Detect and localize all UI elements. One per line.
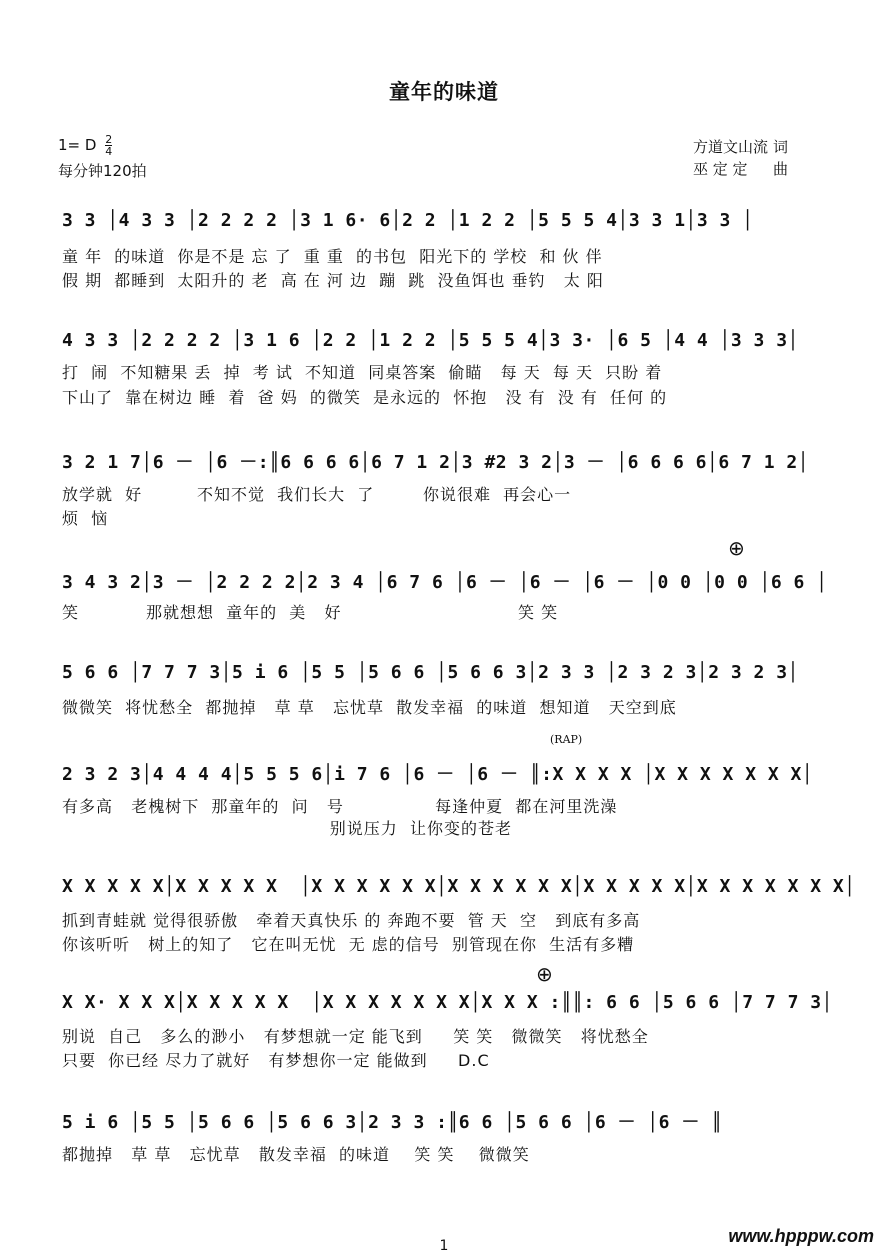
notation-row: 3 2 1 7│6 － │6 －:║6 6 6 6│6 7 1 2│3 #2 3 2│3 － │6 6 6 6│6 7 1 2│ [62, 452, 810, 473]
lyric-line: 微微笑 将忧愁全 都抛掉 草 草 忘忧草 散发幸福 的味道 想知道 天空到底 [62, 698, 677, 717]
notation-row: 3 3 │4 3 3 │2 2 2 2 │3 1 6· 6│2 2 │1 2 2 │5 5 5 4│3 3 1│3 3 │ [62, 210, 754, 231]
notation-row: 2 3 2 3│4 4 4 4│5 5 5 6│i 7 6 │6 － │6 － ║:X X X X │X X X X X X X│ [62, 764, 814, 785]
lyric-line: 有多高 老槐树下 那童年的 问 号 每逢仲夏 都在河里洗澡 [62, 797, 618, 816]
credits [693, 136, 788, 180]
watermark-url: www.hpppw.com [728, 1226, 874, 1246]
lyric-line: 童 年 的味道 你是不是 忘 了 重 重 的书包 阳光下的 学校 和 伙 伴 [62, 247, 603, 266]
lyric-line: 都抛掉 草 草 忘忧草 散发幸福 的味道 笑 笑 微微笑 [62, 1145, 530, 1164]
page-number: 1 [439, 1238, 449, 1254]
song-title: 童年的味道 [389, 80, 499, 104]
lyric-line: 只要 你已经 尽力了就好 有梦想你一定 能做到 D.C [62, 1051, 490, 1070]
key-line [58, 132, 147, 158]
time-signature [105, 134, 112, 157]
lyric-line: 打 闹 不知糖果 丢 掉 考 试 不知道 同桌答案 偷瞄 每 天 每 天 只盼 着 [62, 363, 663, 382]
lyric-line: 别说压力 让你变的苍老 [62, 819, 512, 838]
score-info [58, 132, 147, 184]
lyric-line: 假 期 都睡到 太阳升的 老 高 在 河 边 蹦 跳 没鱼饵也 垂钓 太 阳 [62, 271, 604, 290]
notation-row: 4 3 3 │2 2 2 2 │3 1 6 │2 2 │1 2 2 │5 5 5 4│3 3· │6 5 │4 4 │3 3 3│ [62, 330, 799, 351]
lyric-line: 你该听听 树上的知了 它在叫无忧 无 虑的信号 别管现在你 生活有多糟 [62, 935, 635, 954]
time-signature-denominator: 4 [105, 145, 113, 158]
lyric-line: 抓到青蛙就 觉得很骄傲 牵着天真快乐 的 奔跑不要 管 天 空 到底有多高 [62, 911, 641, 930]
lyric-line: 放学就 好 不知不觉 我们长大 了 你说很难 再会心一 [62, 485, 572, 504]
lyric-line: 下山了 靠在树边 睡 着 爸 妈 的微笑 是永远的 怀抱 没 有 没 有 任何 的 [62, 388, 668, 407]
segno-icon: ⊕ [728, 536, 745, 560]
credit-composer: 巫 定 定 曲 [692, 160, 788, 178]
notation-row: 3 4 3 2│3 － │2 2 2 2│2 3 4 │6 7 6 │6 － │6 － │6 － │0 0 │0 0 │6 6 │ [62, 572, 828, 593]
notation-row: 5 i 6 │5 5 │5 6 6 │5 6 6 3│2 3 3 :║6 6 │5 6 6 │6 － │6 － ║ [62, 1112, 723, 1133]
rap-label: (RAP) [550, 733, 583, 746]
credit-lyricist: 方道文山流 词 [692, 138, 788, 156]
time-signature-numerator: 2 [105, 133, 113, 146]
notation-row: X X X X X│X X X X X │X X X X X X│X X X X X X│X X X X X│X X X X X X X│ [62, 876, 856, 897]
notation-row: X X· X X X│X X X X X │X X X X X X X│X X X :║║: 6 6 │5 6 6 │7 7 7 3│ [62, 992, 833, 1013]
tempo: 每分钟120拍 [58, 162, 147, 180]
lyric-line: 烦 恼 [62, 509, 109, 528]
lyric-line: 笑 那就想想 童年的 美 好 笑 笑 [62, 603, 559, 622]
segno-icon: ⊕ [536, 962, 553, 986]
key-signature: 1= D [58, 136, 97, 154]
notation-row: 5 6 6 │7 7 7 3│5 i 6 │5 5 │5 6 6 │5 6 6 3│2 3 3 │2 3 2 3│2 3 2 3│ [62, 662, 799, 683]
lyric-line: 别说 自己 多么的渺小 有梦想就一定 能飞到 笑 笑 微微笑 将忧愁全 [62, 1027, 649, 1046]
